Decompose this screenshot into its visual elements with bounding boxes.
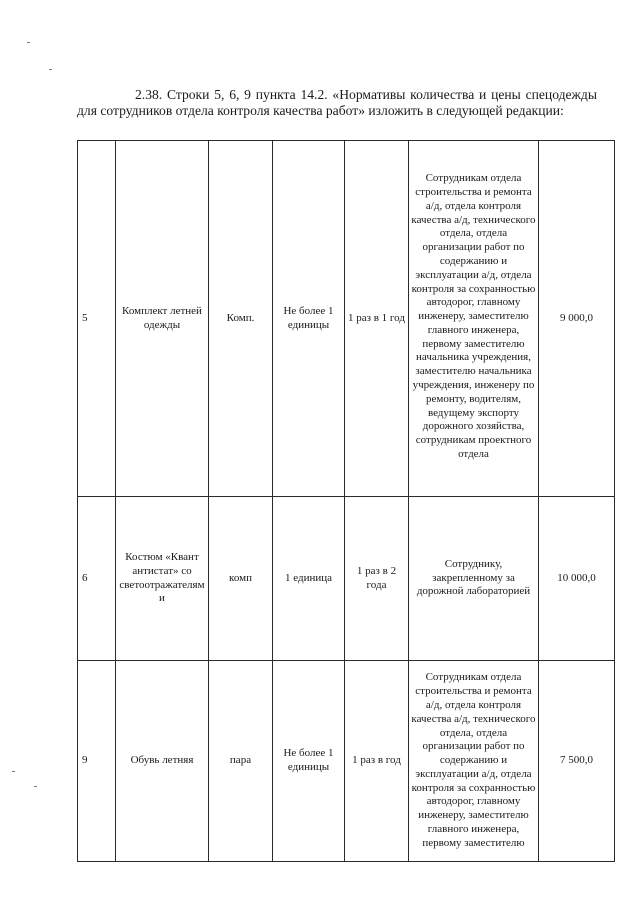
frequency-cell: 1 раз в 2 года (345, 497, 409, 661)
scan-speck (34, 786, 37, 787)
recipients-cell (409, 661, 539, 862)
item-name-cell: Обувь летняя (116, 661, 209, 862)
recipients-cell (409, 141, 539, 497)
price-cell: 10 000,0 (539, 497, 615, 661)
price-cell: 7 500,0 (539, 661, 615, 862)
unit-cell: Комп. (209, 141, 273, 497)
table-row (78, 141, 615, 497)
row-number-cell: 6 (78, 497, 116, 661)
unit-cell: комп (209, 497, 273, 661)
item-name-cell: Костюм «Квант антистат» со светоотражателями (116, 497, 209, 661)
quantity-cell: Не более 1 единицы (273, 141, 345, 497)
clothing-norms-table (77, 140, 615, 862)
unit-cell: пара (209, 661, 273, 862)
item-name-cell: Комплект летней одежды (116, 141, 209, 497)
frequency-cell: 1 раз в год (345, 661, 409, 862)
recipients-text: Сотрудникам отдела строительства и ремонта а/д, отдела контроля качества а/д, технического отдела, отдела организации работ по содержанию и эксплуатации а/д, отдела контроля за сохранностью автодорог, главному инженеру, заместителю главного инженера, первому заместителю начальника учреждения, заместителю начальника учреждения, инженеру по ремонту, водителям, ведущему экспорту дорожного хозяйства, сотрудникам проектного отдела (411, 172, 536, 461)
price-cell: 9 000,0 (539, 141, 615, 497)
quantity-cell: 1 единица (273, 497, 345, 661)
scan-speck (49, 69, 52, 70)
scan-speck (27, 42, 30, 43)
amendment-intro-paragraph: 2.38. Строки 5, 6, 9 пункта 14.2. «Нормативы количества и цены спецодежды для сотрудников отдела контроля качества работ» изложить в следующей редакции: (77, 86, 597, 119)
recipients-cell: Сотруднику, закрепленному за дорожной лабораторией (409, 497, 539, 661)
table-row (78, 497, 615, 661)
row-number-cell: 9 (78, 661, 116, 862)
frequency-cell: 1 раз в 1 год (345, 141, 409, 497)
row-number-cell: 5 (78, 141, 116, 497)
scan-speck (12, 771, 15, 772)
recipients-text: Сотрудникам отдела строительства и ремонта а/д, отдела контроля качества а/д, технического отдела, отдела организации работ по содержанию и эксплуатации а/д, отдела контроля за сохранностью автодорог, главному инженеру, заместителю главного инженера, первому заместителю (411, 671, 536, 849)
table-row (78, 661, 615, 862)
quantity-cell: Не более 1 единицы (273, 661, 345, 862)
